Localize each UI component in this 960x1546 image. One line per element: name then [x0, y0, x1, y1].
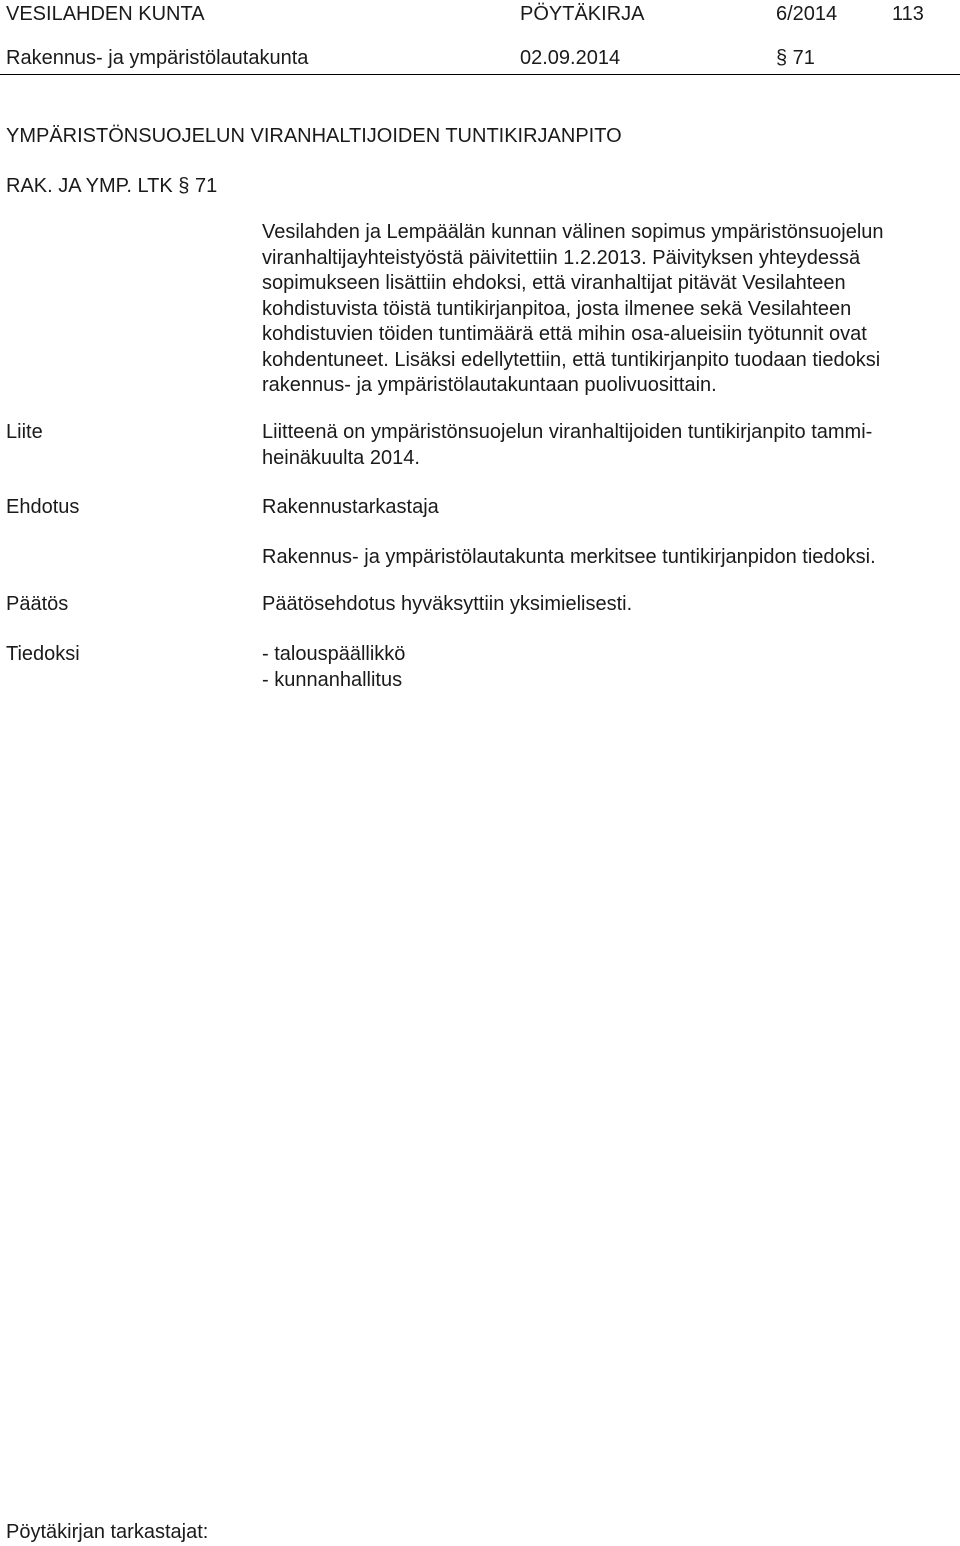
body-line: kohdistuvien töiden tuntimäärä että mihin osa-alueisiin työtunnit ovat — [262, 323, 867, 345]
ehdotus-signer: Rakennustarkastaja — [262, 496, 439, 518]
liite-label: Liite — [6, 421, 43, 443]
document-type: PÖYTÄKIRJA — [520, 3, 645, 25]
paatos-label: Päätös — [6, 593, 69, 615]
section-number: § 71 — [776, 47, 815, 69]
header-divider — [0, 74, 960, 75]
body-line: kohdistuvista töistä tuntikirjanpitoa, josta ilmenee sekä Vesilahteen — [262, 297, 852, 320]
committee-name: Rakennus- ja ympäristölautakunta — [6, 47, 309, 69]
liite-line: Liitteenä on ympäristönsuojelun viranhaltijoiden tuntikirjanpito tammi- — [262, 421, 873, 443]
reviewers-label: Pöytäkirjan tarkastajat: — [6, 1521, 209, 1543]
body-line: viranhaltijayhteistyöstä päivitettiin 1.2.2013. Päivityksen yhteydessä — [262, 246, 861, 269]
body-line: kohdentuneet. Lisäksi edellytettiin, että tuntikirjanpito tuodaan tiedoksi — [262, 348, 881, 371]
body-line: Vesilahden ja Lempäälän kunnan välinen sopimus ympäristönsuojelun — [262, 221, 884, 243]
tiedoksi-item: - kunnanhallitus — [262, 668, 403, 691]
section-reference: RAK. JA YMP. LTK § 71 — [6, 175, 218, 197]
issue-number: 6/2014 — [776, 3, 838, 25]
tiedoksi-label: Tiedoksi — [6, 643, 80, 665]
tiedoksi-item: - talouspäällikkö — [262, 643, 406, 665]
meeting-date: 02.09.2014 — [520, 47, 621, 69]
tiedoksi-list — [262, 642, 662, 693]
body-line: sopimukseen lisättiin ehdoksi, että viranhaltijat pitävät Vesilahteen — [262, 272, 846, 294]
document-title: YMPÄRISTÖNSUOJELUN VIRANHALTIJOIDEN TUNTIKIRJANPITO — [6, 125, 622, 147]
ehdotus-label: Ehdotus — [6, 496, 80, 518]
body-paragraph — [262, 220, 952, 399]
municipality-name: VESILAHDEN KUNTA — [6, 3, 205, 25]
body-line: rakennus- ja ympäristölautakuntaan puolivuosittain. — [262, 374, 717, 396]
page-number: 113 — [892, 3, 924, 25]
paatos-text: Päätösehdotus hyväksyttiin yksimielisesti. — [262, 593, 633, 615]
liite-line: heinäkuulta 2014. — [262, 446, 420, 469]
ehdotus-text: Rakennus- ja ympäristölautakunta merkitsee tuntikirjanpidon tiedoksi. — [262, 546, 876, 568]
liite-text — [262, 420, 952, 471]
